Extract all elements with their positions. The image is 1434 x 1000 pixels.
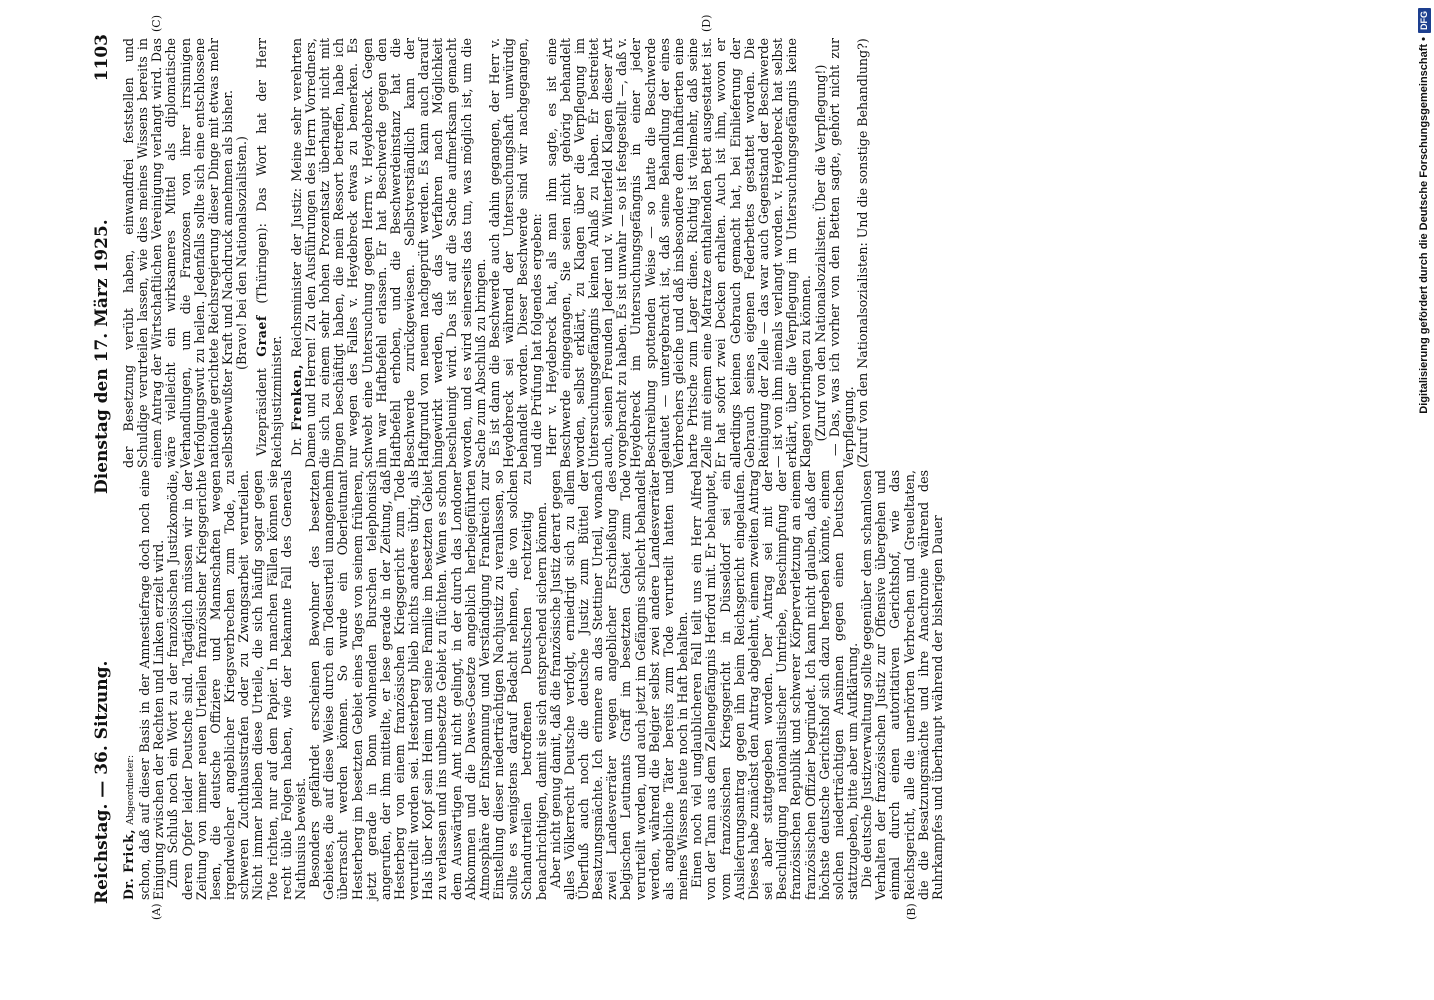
- paragraph: Zum Schluß noch ein Wort zu der französischen Justizkomödie, deren Opfer leider Deutsche sind. Tagtäglich müssen wir in der Zeitung von immer neuen Urteilen französischer Kriegsgerichte lesen, die deutsche Offiziere und Mannschaften wegen irgendwelcher angeblicher Kriegsverbrechen zum Tode, zu schweren Zuchthausstrafen oder zu Zwangsarbeit verurteilen. Nicht immer bleiben diese Urteile, die sich häufig sogar gegen Tote richten, nur auf dem Papier. In manchen Fällen können sie recht üble Folgen haben, wie der bekannte Fall des Generals Nathusius beweist.: [165, 470, 308, 900]
- interjection: (Zuruf von den Nationalsozialisten: Und die sonstige Behandlung?): [854, 38, 870, 468]
- speaker-line: [122, 470, 138, 900]
- paragraph: Einen noch viel unglaublicheren Fall teilt uns ein Herr Alfred von der Tann aus dem Zellengefängnis Herford mit. Er behauptet, vom französischen Kriegsgericht in Düsseldorf sei ein Auslieferungsantrag gegen ihn beim Reichsgericht eingelaufen. Dieses habe zunächst den Antrag abgelehnt, einem zweiten Antrag sei aber stattgegeben worden. Der Antrag sei mit der Beschuldigung nationalistischer Umtriebe, Beschimpfung der französischen Republik und schwerer Körperverletzung an einem französischen Offizier begründet. Ich kann nicht glauben, daß der höchste deutsche Gerichtshof sich dazu hergeben könnte, einem solchen niederträchtigen Ansinnen gegen einen Deutschen stattzugeben, bitte aber um Aufklärung.: [689, 470, 860, 900]
- digitization-stamp: [1416, 8, 1432, 992]
- paragraph: schon, daß auf dieser Basis in der Amnestiefrage doch noch eine Einigung zwischen der Rechten und Linken erzielt wird.: [137, 470, 167, 900]
- minister-name: Frenken,: [288, 364, 304, 431]
- dfg-logo: DFG: [1418, 8, 1431, 33]
- minister-text: Reichsminister der Justiz: Meine sehr verehrten Damen und Herren! Zu den Ausführungen des Herrn Vorredners, die sich zu einem sehr hohen Prozentsatz überhaupt nicht mit Dingen beschäftigt haben, die mein Ressort betreffen, habe ich nur wegen des Falles v. Heydebreck etwas zu bemerken. Es schwebt eine Untersuchung gegen Herrn v. Heydebreck. Gegen ihn war Haftbefehl erlassen. Er hat Beschwerde gegen den Haftbefehl erhoben, und die Beschwerdeinstanz hat die Beschwerde zurückgewiesen. Selbstverständlich kann der Haftgrund von neuem nachgeprüft werden. Es kann auch darauf hingewirkt werden, daß das Verfahren nach Möglichkeit beschleunigt wird. Das ist auf die Sache aufmerksam gemacht worden, und es wird seinerseits das tun, was möglich ist, um die Sache zum Abschluß zu bringen.: [288, 38, 488, 468]
- page-number: 1103: [92, 34, 112, 82]
- paragraph: Die deutsche Justizverwaltung sollte gegenüber dem schamlosen Verhalten der französischen Justiz zur Offensive übergehen und einmal durch einen autoritativen Gerichtshof, wie das Reichsgericht, alle die unerhörten Verbrechen und Greueltaten, die die Besatzungsmächte und ihre Anachronie während des Ruhrkampfes und überhaupt während der bisherigen Dauer: [859, 470, 945, 900]
- paragraph: Aber nicht genug damit, daß die französische Justiz derart gegen alles Völkerrecht Deutsche verfolgt, erniedrigt sich zu allem Überfluß auch noch die deutsche Justiz zum Büttel der Besatzungsmächte. Ich erinnere an das Stettiner Urteil, wonach zwei Landesverräter wegen angeblicher Erschießung des belgischen Leutnants Graff im besetzten Gebiet zum Tode verurteilt worden, und auch jetzt im Gefängnis schlecht behandelt werden, während die Belgier selbst zwei andere Landesverräter als angebliche Täter bereits zum Tode verurteilt hatten und meines Wissens heute noch in Haft behalten.: [547, 470, 691, 900]
- vice-president-label: Vizepräsident: [254, 368, 270, 456]
- paragraph: — Das, was ich vorher von den Betten sagte, gehört nicht zur Verpflegung.: [826, 38, 856, 468]
- minister-prefix: Dr.: [288, 437, 304, 456]
- speaker-name: Dr. Frick,: [121, 828, 136, 900]
- speaker-role: Abgeordneter:: [125, 754, 136, 825]
- margin-marker-d: (D): [700, 14, 713, 32]
- page-header: [90, 34, 120, 904]
- vice-president-name: Graef: [254, 315, 270, 357]
- left-column: [122, 470, 945, 900]
- interjection: (Zuruf von den Nationalsozialisten: Über die Verpflegung!): [812, 64, 828, 442]
- margin-marker-b: (B): [905, 903, 918, 920]
- paragraph: Besonders gefährdet erscheinen Bewohner des besetzten Gebietes, die auf diese Weise durch ein Todesurteil unangenehm überrascht werden können. So wurde ein Oberleutnant Hesterberg im besetzten Gebiet eines Tages von seinem früheren, jetzt gerade in Bonn wohnenden Burschen telephonisch angerufen, der ihm mitteilte, er lese gerade in der Zeitung, daß Hesterberg von einem französischen Kriegsgericht zum Tode verurteilt worden sei. Hesterberg blieb nichts anderes übrig, als Hals über Kopf sein Heim und seine Familie im besetzten Gebiet zu verlassen und ins unbesetzte Gebiet zu flüchten. Wenn es schon dem Auswärtigen Amt nicht gelingt, in der durch das Londoner Abkommen und die Dawes-Gesetze angeblich herbeigeführten Atmosphäre der Entspannung und Verständigung Frankreich zur Einstellung dieser niederträchtigen Nachjustiz zu veranlassen, so sollte es wenigstens darauf Bedacht nehmen, die von solchen Schandurteilen betroffenen Deutschen rechtzeitig zu benachrichtigen, damit sie sich entsprechend sichern können.: [307, 470, 549, 900]
- margin-marker-a: (A): [150, 903, 163, 920]
- applause-note: (Bravo! bei den Nationalsozialisten.): [234, 136, 250, 370]
- paragraph: Herr v. Heydebreck hat, als man ihm sagte, es ist eine Beschwerde eingegangen, Sie seien nicht gehörig behandelt worden, selbst erklärt, zu Klagen über die Verpflegung im Untersuchungsgefängnis keinen Anlaß zu haben. Er bestreitet auch, seinen Freunden Jeder und v. Winterfeld Klagen dieser Art vorgebracht zu haben. Es ist unwahr — so ist festgestellt —, daß v. Heydebreck im Untersuchungsgefängnis in einer jeder Beschreibung spottenden Weise — so hatte die Beschwerde gelautet — untergebracht ist, daß seine Behandlung der eines Verbrechers gleiche und daß insbesondere dem Inhaftierten eine harte Pritsche zum Lager diene. Richtig ist vielmehr, daß seine Zelle mit einem eine Matratze enthaltenden Bett ausgestattet ist. Er hat sofort zwei Decken erhalten. Auch ist ihm, wovon er allerdings keinen Gebrauch gemacht hat, bei Einlieferung der Gebrauch seines eigenen Federbettes gestattet worden. Die Reinigung der Zelle — das war auch Gegenstand der Beschwerde — ist von ihm niemals verlangt worden. v. Heydebreck hat selbst erklärt, über die Verpflegung im Untersuchungsgefängnis keine Klagen vorbringen zu können.: [543, 38, 814, 468]
- vice-president-line: [255, 38, 283, 468]
- minister-speech: [290, 38, 488, 468]
- paragraph: Es ist dann die Beschwerde auch dahin gegangen, der Herr v. Heydebreck sei während der Untersuchungshaft unwürdig behandelt worden. Dieser Beschwerde sind wir nachgegangen, und die Prüfung hat folgendes ergeben:: [486, 38, 545, 468]
- vice-president-text: (Thüringen): Das Wort hat der Herr Reichsjustizminister.: [254, 38, 284, 468]
- right-column: [122, 38, 870, 468]
- paragraph: der Besetzung verübt haben, einwandfrei feststellen und Schuldige verurteilen lassen, wie dies meines Wissens bereits in einem Antrag der Wirtschaftlichen Vereinigung verlangt wird. Das wäre vielleicht ein wirksameres Mittel als diplomatische Verhandlungen, um die Franzosen von ihrer irrsinnigen Verfolgungswut zu heilen. Jedenfalls sollte sich eine entschlossene nationale gerichtete Reichsregierung dieser Dinge mit etwas mehr selbstbewußter Kraft und Nachdruck annehmen als bisher.: [121, 38, 236, 468]
- header-session: Reichstag. — 36. Sitzung.: [92, 660, 112, 904]
- stamp-text: Digitalisierung gefördert durch die Deutsche Forschungsgemeinschaft •: [1418, 37, 1430, 414]
- margin-marker-c: (C): [150, 15, 163, 32]
- header-date: Dienstag den 17. März 1925.: [92, 219, 112, 494]
